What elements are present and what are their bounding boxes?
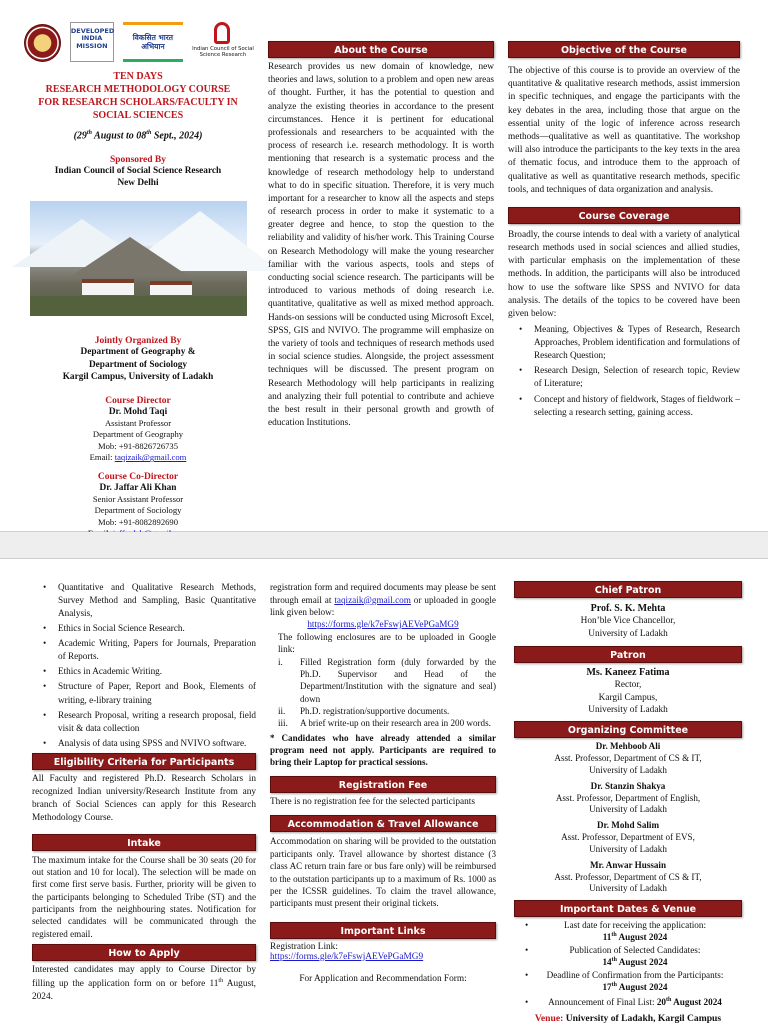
eligibility-text: All Faculty and registered Ph.D. Research Scholars in recognized Indian university/Research Institute from any branch of Social Sciences can apply for this Research Methodology Course. — [32, 773, 256, 824]
objective-text: The objective of this course is to provide an overview of the quantitative & qualitative research methods, assist immersion in specific techniques, and engage the participants with the key debates in the area, including those that argue on the essential unity of the logic of inference across research methods—qualitative as well as quantitative. The workshop will also introduce the participants to the key texts in the area of thematic focus, and introduce them to the approach of qualitative as well as quantitative research methods, specific tools, and techniques of data organization and analysis. — [508, 66, 740, 195]
date-label: Announcement of Final List: — [548, 997, 657, 1008]
intake-heading: Intake — [32, 834, 256, 851]
dates-heading: Important Dates & Venue — [514, 900, 742, 917]
right-column-2 — [514, 559, 742, 1024]
apply-form-link[interactable]: https://forms.gle/k7eFswjAEVePGaMG9 — [307, 618, 459, 629]
director-email-line — [24, 452, 252, 463]
list-item — [278, 717, 496, 729]
campus-photo — [30, 201, 247, 316]
member-name: Dr. Mohd Salim — [596, 820, 660, 831]
title-line: RESEARCH METHODOLOGY COURSE — [45, 84, 231, 95]
accommodation-heading: Accommodation & Travel Allowance — [270, 815, 496, 832]
list-number: iii. — [278, 718, 288, 729]
member-line: University of Ladakh — [589, 804, 667, 815]
list-item: • Ethics in Academic Writing. — [32, 665, 256, 678]
about-heading: About the Course — [268, 41, 494, 58]
date-sup: th — [86, 130, 92, 136]
date-item — [514, 920, 742, 944]
committee-member — [514, 860, 742, 895]
accommodation-text: Accommodation on sharing will be provided to the outstation participants only. Travel allowance by shortest distance (3 class AC return train fare or bus fare only) will be reimbursed to the outstation participants up to a maximum of Rs. 1000 as per the ICSSR guidelines. To claim the travel allowance, participants must present their original tickets. — [270, 836, 496, 909]
date-sup: th — [611, 932, 617, 939]
coverage-list-continued — [32, 581, 256, 750]
list-item: • Meaning, Objectives & Types of Research, Research Approaches, Problem identification and formulations of Research Question; — [508, 323, 740, 362]
university-emblem-icon — [24, 24, 61, 62]
codirector-title: Senior Assistant Professor — [92, 493, 184, 504]
venue-label: Venue: — [534, 1013, 564, 1024]
patron — [514, 666, 742, 716]
enclosures-list — [270, 656, 496, 730]
date-day: 17 — [602, 982, 612, 993]
member-name: Dr. Mehboob Ali — [595, 741, 661, 752]
list-item — [278, 705, 496, 717]
member-line: University of Ladakh — [589, 843, 667, 854]
director-dept: Department of Geography — [92, 429, 184, 440]
chief-patron-line: Hon’ble Vice Chancellor, — [580, 616, 676, 627]
building-shape — [82, 279, 134, 295]
date-day: 11 — [602, 932, 612, 943]
links-heading: Important Links — [270, 922, 496, 939]
member-name: Dr. Stanzin Shakya — [590, 780, 666, 791]
apply-heading: How to Apply — [32, 944, 256, 961]
committee-members — [514, 741, 742, 895]
apply-text — [32, 964, 256, 1005]
apply-text-part: Interested candidates may apply to Course Director by filling up the application form on or before 11 — [32, 965, 256, 990]
email-label: Email: — [89, 452, 115, 463]
list-text: A brief write-up on their research area in 200 words. — [300, 718, 491, 729]
date-sup: th — [611, 982, 617, 989]
list-item — [278, 656, 496, 705]
date-month: August 2024 — [616, 957, 668, 968]
list-item: • Ethics in Social Science Research. — [32, 622, 256, 635]
application-form-label: For Application and Recommendation Form: — [299, 973, 467, 984]
coverage-text: Broadly, the course intends to deal with a variety of analytical research methods used in social sciences and allied studies, with particular emphasis on the implementation of these methods. In addition, the participants will also be introduced how to use the software like SPSS and NVIVO for data analysis. The details of the topics to be covered have been given below: — [508, 229, 740, 319]
committee-member — [514, 781, 742, 816]
date-label: • Last date for receiving the application: — [563, 920, 707, 931]
sponsored-label: Sponsored By — [109, 155, 167, 166]
date-item-final — [514, 997, 742, 1009]
director-label: Course Director — [105, 395, 171, 406]
list-item: • Structure of Paper, Report and Book, Elements of writing, e-library training — [32, 680, 256, 706]
list-item: • Academic Writing, Papers for Journals, Preparation of Reports. — [32, 637, 256, 663]
course-codirector — [24, 482, 252, 540]
date-item — [514, 970, 742, 994]
sponsor — [24, 165, 252, 189]
course-title — [24, 70, 252, 122]
date-day: 14 — [602, 957, 612, 968]
patron-line: Kargil Campus, — [598, 692, 658, 703]
coverage-list — [508, 323, 740, 418]
date-part: (29 — [73, 130, 87, 142]
date-item — [514, 945, 742, 969]
date-sup: th — [666, 997, 672, 1004]
left-column-2 — [32, 559, 256, 1024]
ground-shape — [30, 296, 247, 316]
apply-sup: th — [218, 978, 224, 985]
director-name: Dr. Mohd Taqi — [108, 406, 168, 417]
organizers — [24, 346, 252, 383]
course-director — [24, 406, 252, 464]
logo-strip — [24, 22, 252, 68]
registration-link-label: Registration Link: — [270, 941, 338, 952]
title-line: SOCIAL SCIENCES — [92, 110, 184, 121]
apply-text-part: August, 2024. — [32, 979, 256, 1003]
developed-india-logo: DEVELOPED INDIA MISSION — [70, 22, 114, 62]
date-sup: th — [146, 130, 152, 136]
org-line: Kargil Campus, University of Ladakh — [62, 372, 214, 383]
org-line: Department of Sociology — [88, 359, 188, 370]
right-column — [508, 0, 740, 531]
list-text: Ph.D. registration/supportive documents. — [300, 706, 450, 717]
date-sup: th — [611, 957, 617, 964]
patron-line: Rector, — [614, 680, 642, 691]
sponsor-line: New Delhi — [117, 178, 159, 189]
fee-text: There is no registration fee for the selected participants — [270, 797, 475, 808]
icssr-logo-text: Indian Council of Social Science Research — [192, 46, 254, 59]
dates-list — [514, 920, 742, 1009]
member-line: Asst. Professor, Department of EVS, — [561, 832, 695, 843]
title-line: FOR RESEARCH SCHOLARS/FACULTY IN — [38, 97, 238, 108]
course-dates — [24, 130, 252, 141]
intake-text: The maximum intake for the Course shall be 30 seats (20 for out station and 10 for local). The selection will be made on first come first serve basis. Further, priority will be given to the participants belonging to Scheduled Tribe (ST) and the participants from the neighbouring states. Notification for selected candidates will be communicated through the registered email. — [32, 854, 256, 939]
apply-cont-part: or uploaded in google link given below: — [270, 594, 496, 618]
member-line: Asst. Professor, Department of CS & IT, — [554, 871, 702, 882]
member-line: University of Ladakh — [589, 883, 667, 894]
fee-heading: Registration Fee — [270, 776, 496, 793]
committee-heading: Organizing Committee — [514, 721, 742, 738]
coverage-heading: Course Coverage — [508, 207, 740, 224]
list-item: • Concept and history of fieldwork, Stages of fieldwork – selecting a research setting, gaining access. — [508, 393, 740, 419]
page-gap — [0, 532, 768, 558]
date-month: August 2024 — [671, 997, 722, 1008]
codirector-label: Course Co-Director — [97, 471, 179, 482]
member-line: University of Ladakh — [589, 765, 667, 776]
patron-heading: Patron — [514, 646, 742, 663]
objective-heading: Objective of the Course — [508, 41, 740, 58]
apply-email-link[interactable]: taqizaik@gmail.com — [334, 594, 411, 605]
sponsor-line: Indian Council of Social Science Research — [54, 166, 222, 177]
committee-member — [514, 741, 742, 776]
icssr-logo — [192, 22, 252, 66]
apply-continued — [270, 581, 496, 619]
middle-column — [268, 0, 494, 531]
date-label: • Deadline of Confirmation from the Participants: — [546, 970, 724, 981]
director-title: Assistant Professor — [104, 417, 172, 428]
director-mobile: Mob: +91-8826726735 — [97, 440, 179, 451]
director-email-link[interactable]: taqizaik@gmail.com — [114, 452, 187, 463]
list-number: i. — [278, 656, 283, 667]
chief-patron-line: University of Ladakh — [588, 628, 668, 639]
date-label: • Publication of Selected Candidates: — [569, 945, 701, 956]
venue — [514, 1013, 742, 1024]
apply-note: * Candidates who have already attended a similar program need not apply. Participants are required to bring their Laptop for practical sessions. — [270, 732, 496, 768]
venue-text: University of Ladakh, Kargil Campus — [563, 1013, 722, 1024]
list-number: ii. — [278, 706, 286, 717]
middle-column-2 — [270, 559, 496, 1024]
date-part: Sept., 2024) — [151, 130, 203, 142]
date-month: August 2024 — [616, 932, 668, 943]
member-line: Asst. Professor, Department of CS & IT, — [554, 753, 702, 764]
date-day: 20 — [656, 997, 666, 1008]
chief-patron-heading: Chief Patron — [514, 581, 742, 598]
committee-member — [514, 820, 742, 855]
list-item: • Research Design, Selection of research topic, Review of Literature; — [508, 364, 740, 390]
org-line: Department of Geography & — [80, 347, 196, 358]
brochure-page-2 — [0, 558, 768, 1024]
codirector-dept: Department of Sociology — [94, 505, 182, 516]
patron-line: University of Ladakh — [588, 705, 668, 716]
member-line: Asst. Professor, Department of English, — [555, 792, 701, 803]
left-column — [24, 0, 252, 531]
registration-link-row — [270, 952, 496, 962]
registration-link[interactable]: https://forms.gle/k7eFswjAEVePGaMG9 — [270, 951, 424, 962]
list-text: Filled Registration form (duly forwarded by the Ph.D. Supervisor and Head of the Department/Institution with the signature and seal) down — [300, 656, 496, 704]
mountain-shape — [70, 237, 190, 277]
date-month: August 2024 — [616, 982, 668, 993]
list-item: • Research Proposal, writing a research proposal, field visit & data collection — [32, 709, 256, 735]
viksit-bharat-logo: विकसित भारत अभियान — [123, 22, 183, 62]
icssr-mark-icon — [214, 22, 230, 44]
list-item: • Analysis of data using SPSS and NVIVO software. — [32, 737, 256, 750]
title-line: TEN DAYS — [113, 71, 163, 82]
organized-label: Jointly Organized By — [94, 336, 182, 347]
codirector-name: Dr. Jaffar Ali Khan — [99, 482, 177, 493]
apply-cont-part: registration form and required documents may please be sent through email at — [270, 582, 496, 605]
chief-patron — [514, 602, 742, 640]
codirector-mobile: Mob: +91-8082892690 — [97, 516, 179, 527]
member-name: Mr. Anwar Hussain — [589, 859, 667, 870]
about-text: Research provides us new domain of knowledge, new theories and laws, solution to a problem and open new areas of thought. Further, it has the potential to question and analyze the existing theories in accordance to the present circumstances. Hence it is pertinent for educational professionals and researchers to be acquainted with the process of research i.e. research methodology. It is worth mentioning that research is a systematic process and the knowledge of research methodology help to understand what to do in specific situation. Therefore, it is very much important for a researcher to know all the aspects and steps of research process in order to make it systematic to a greater degree and hence, to stop the question to the reliability and validity of his/her work. This Training Course on Research Methodology will make the young researcher familiar with the various aspects, tools and steps of conducting social science research. The participants will be introduced to various methods of doing research i.e. quantitative, qualitative as well as mixed method approach. Hands-on sessions will be conducted using Microsoft Excel, SPSS, GIS and NVIVO. The programme will emphasize on the variety of tools and techniques of research methods used in social science studies. Alongside, the project assessment techniques will be discussed. The present program on Research Methodology will help participants in realizing and analyzing their full potential to contribute and achieve the best result in their personal growth and growth of education Institutions. — [268, 62, 494, 429]
enclosures-intro: The following enclosures are to be uploaded in Google link: — [278, 631, 496, 655]
eligibility-heading: Eligibility Criteria for Participants — [32, 753, 256, 770]
apply-link-row — [270, 619, 496, 629]
patron-name: Ms. Kaneez Fatima — [586, 667, 670, 679]
list-item: • Quantitative and Qualitative Research Methods, Survey Method and Sampling, Basic Quantitative Analysis, — [32, 581, 256, 620]
building-shape — [150, 281, 192, 295]
chief-patron-name: Prof. S. K. Mehta — [590, 603, 666, 614]
date-part: August to 08 — [91, 130, 147, 142]
